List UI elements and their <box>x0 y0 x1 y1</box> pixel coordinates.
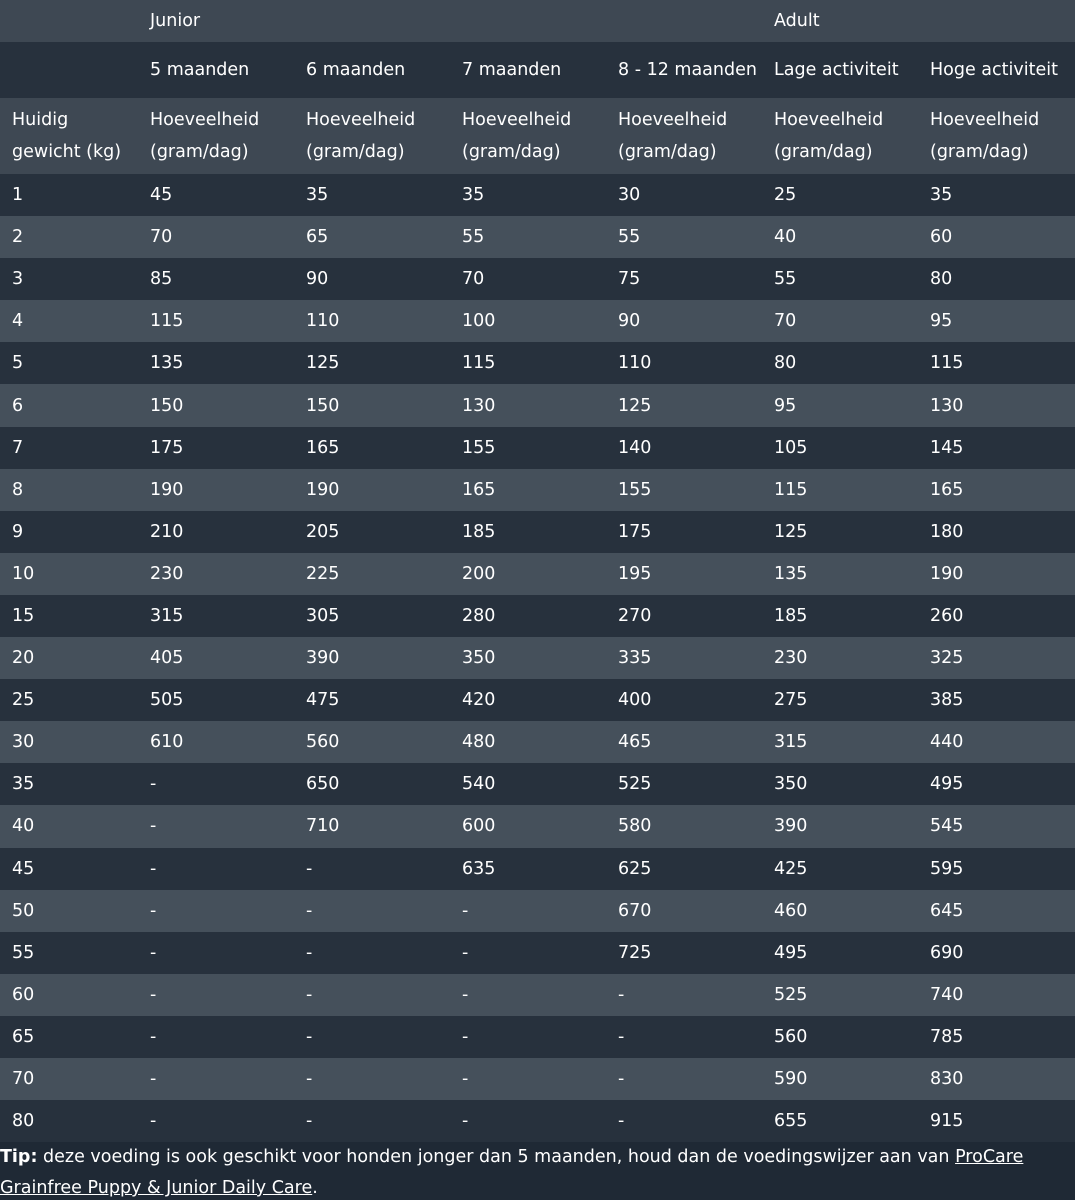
age-header-cell: Hoge activiteit <box>930 60 1058 80</box>
amount-cell: 200 <box>462 563 496 584</box>
product-link[interactable]: ProCare Grainfree Puppy & Junior Daily Care <box>0 1147 1024 1198</box>
amount-cell: 110 <box>618 353 652 374</box>
amount-cell: - <box>150 900 157 921</box>
amount-cell: 260 <box>930 605 964 626</box>
amount-cell: 155 <box>462 437 496 458</box>
amount-header-cell: Hoeveelheid (gram/dag) <box>462 110 572 162</box>
amount-cell: 115 <box>774 479 808 500</box>
table-row <box>0 1100 1075 1142</box>
amount-cell: 85 <box>150 269 173 290</box>
amount-cell: 560 <box>774 1026 808 1047</box>
weight-cell: 2 <box>12 227 24 248</box>
amount-cell: 135 <box>774 563 808 584</box>
amount-cell: - <box>462 1069 469 1090</box>
amount-cell: 335 <box>618 648 652 669</box>
table-row <box>0 258 1075 300</box>
group-header-cell <box>294 0 450 42</box>
amount-cell: 650 <box>306 774 340 795</box>
amount-cell: - <box>306 1111 313 1132</box>
age-header-cell: 6 maanden <box>306 60 406 80</box>
amount-cell: - <box>306 1069 313 1090</box>
amount-cell: 95 <box>774 395 797 416</box>
amount-cell: - <box>462 984 469 1005</box>
amount-cell: - <box>462 1111 469 1132</box>
amount-cell: 625 <box>618 858 652 879</box>
amount-cell: 505 <box>150 690 184 711</box>
amount-cell: 185 <box>774 605 808 626</box>
weight-cell: 50 <box>12 900 35 921</box>
amount-cell: 915 <box>930 1111 964 1132</box>
table-row <box>0 342 1075 384</box>
weight-cell: 4 <box>12 311 24 332</box>
group-header-adult: Adult <box>774 11 820 31</box>
amount-cell: 115 <box>930 353 964 374</box>
table-row <box>0 890 1075 932</box>
tip-suffix: . <box>312 1178 318 1198</box>
table-row <box>0 848 1075 890</box>
amount-cell: - <box>618 1069 625 1090</box>
weight-cell: 45 <box>12 858 35 879</box>
amount-cell: 210 <box>150 521 184 542</box>
amount-cell: 595 <box>930 858 964 879</box>
amount-cell: 55 <box>618 227 641 248</box>
weight-cell: 70 <box>12 1069 35 1090</box>
amount-cell: 785 <box>930 1026 964 1047</box>
amount-cell: 55 <box>462 227 485 248</box>
amount-cell: 60 <box>930 227 953 248</box>
amount-cell: 175 <box>150 437 184 458</box>
amount-cell: 460 <box>774 900 808 921</box>
weight-cell: 80 <box>12 1111 35 1132</box>
table-row <box>0 1016 1075 1058</box>
table-row <box>0 679 1075 721</box>
tip-text: deze voeding is ook geschikt voor honden jonger dan 5 maanden, houd dan de voedingswijzer aan van <box>37 1147 956 1167</box>
amount-cell: 465 <box>618 732 652 753</box>
amount-cell: 70 <box>150 227 173 248</box>
amount-cell: 525 <box>618 774 652 795</box>
amount-cell: 150 <box>150 395 184 416</box>
amount-cell: - <box>618 984 625 1005</box>
group-header-cell <box>450 0 606 42</box>
weight-cell: 1 <box>12 185 24 206</box>
amount-cell: - <box>306 942 313 963</box>
amount-cell: 150 <box>306 395 340 416</box>
amount-cell: 425 <box>774 858 808 879</box>
table-row <box>0 300 1075 342</box>
table-row <box>0 595 1075 637</box>
amount-cell: 130 <box>930 395 964 416</box>
amount-cell: 580 <box>618 816 652 837</box>
amount-cell: 480 <box>462 732 496 753</box>
weight-cell: 60 <box>12 984 35 1005</box>
amount-cell: 110 <box>306 311 340 332</box>
amount-cell: 645 <box>930 900 964 921</box>
amount-cell: 475 <box>306 690 340 711</box>
amount-header-cell: Hoeveelheid (gram/dag) <box>930 110 1040 162</box>
amount-cell: - <box>618 1026 625 1047</box>
amount-cell: 740 <box>930 984 964 1005</box>
amount-cell: - <box>150 984 157 1005</box>
amount-cell: 115 <box>150 311 184 332</box>
amount-cell: 280 <box>462 605 496 626</box>
weight-cell: 15 <box>12 605 35 626</box>
amount-cell: 165 <box>930 479 964 500</box>
amount-header-cell: Hoeveelheid (gram/dag) <box>306 110 416 162</box>
weight-cell: 55 <box>12 942 35 963</box>
weight-header-cell: Huidig gewicht (kg) <box>12 110 122 162</box>
table-row <box>0 511 1075 553</box>
age-header-cell: 5 maanden <box>150 60 250 80</box>
amount-cell: - <box>618 1111 625 1132</box>
weight-cell: 3 <box>12 269 24 290</box>
amount-cell: 655 <box>774 1111 808 1132</box>
amount-cell: 350 <box>774 774 808 795</box>
weight-cell: 40 <box>12 816 35 837</box>
amount-cell: 610 <box>150 732 184 753</box>
amount-cell: - <box>306 984 313 1005</box>
table-row <box>0 427 1075 469</box>
amount-cell: 175 <box>618 521 652 542</box>
amount-cell: 80 <box>774 353 797 374</box>
amount-cell: 190 <box>306 479 340 500</box>
amount-cell: 690 <box>930 942 964 963</box>
amount-cell: 350 <box>462 648 496 669</box>
amount-cell: 600 <box>462 816 496 837</box>
amount-cell: - <box>150 774 157 795</box>
amount-cell: - <box>150 816 157 837</box>
age-header-cell: 8 - 12 maanden <box>618 60 757 80</box>
amount-header-cell: Hoeveelheid (gram/dag) <box>618 110 728 162</box>
amount-cell: 140 <box>618 437 652 458</box>
weight-cell: 8 <box>12 479 24 500</box>
amount-cell: 75 <box>618 269 641 290</box>
amount-cell: 440 <box>930 732 964 753</box>
amount-cell: 45 <box>150 185 173 206</box>
amount-cell: 315 <box>774 732 808 753</box>
group-header-cell <box>0 0 138 42</box>
amount-cell: 125 <box>774 521 808 542</box>
amount-cell: 180 <box>930 521 964 542</box>
amount-cell: 190 <box>150 479 184 500</box>
tip-paragraph <box>0 1142 1070 1200</box>
amount-cell: 70 <box>774 311 797 332</box>
amount-cell: 130 <box>462 395 496 416</box>
amount-cell: - <box>150 942 157 963</box>
amount-cell: - <box>462 900 469 921</box>
table-row <box>0 384 1075 426</box>
table-row <box>0 1058 1075 1100</box>
weight-cell: 20 <box>12 648 35 669</box>
amount-cell: 405 <box>150 648 184 669</box>
weight-cell: 35 <box>12 774 35 795</box>
group-header-junior: Junior <box>150 11 201 31</box>
amount-cell: 390 <box>774 816 808 837</box>
amount-cell: - <box>150 1069 157 1090</box>
group-header-row <box>0 0 1075 42</box>
table-row <box>0 805 1075 847</box>
amount-cell: 190 <box>930 563 964 584</box>
weight-cell: 5 <box>12 353 24 374</box>
amount-cell: 95 <box>930 311 953 332</box>
weight-cell: 65 <box>12 1026 35 1047</box>
amount-cell: 315 <box>150 605 184 626</box>
table-row <box>0 469 1075 511</box>
amount-cell: 70 <box>462 269 485 290</box>
weight-cell: 10 <box>12 563 35 584</box>
amount-cell: 125 <box>618 395 652 416</box>
amount-cell: 385 <box>930 690 964 711</box>
amount-cell: 635 <box>462 858 496 879</box>
table-row <box>0 974 1075 1016</box>
amount-cell: - <box>462 942 469 963</box>
amount-cell: 65 <box>306 227 329 248</box>
amount-cell: 225 <box>306 563 340 584</box>
table-row <box>0 763 1075 805</box>
amount-cell: 100 <box>462 311 496 332</box>
amount-cell: 830 <box>930 1069 964 1090</box>
amount-cell: 195 <box>618 563 652 584</box>
amount-cell: - <box>150 1111 157 1132</box>
amount-cell: - <box>150 858 157 879</box>
amount-cell: 165 <box>306 437 340 458</box>
amount-cell: 275 <box>774 690 808 711</box>
table-row <box>0 553 1075 595</box>
table-row <box>0 637 1075 679</box>
amount-cell: 390 <box>306 648 340 669</box>
amount-cell: 540 <box>462 774 496 795</box>
age-header-row <box>0 42 1075 98</box>
weight-cell: 25 <box>12 690 35 711</box>
amount-cell: 25 <box>774 185 797 206</box>
amount-cell: 270 <box>618 605 652 626</box>
amount-header-cell: Hoeveelheid (gram/dag) <box>774 110 884 162</box>
amount-cell: 80 <box>930 269 953 290</box>
amount-cell: 35 <box>462 185 485 206</box>
unit-header-row <box>0 98 1075 174</box>
age-header-cell: Lage activiteit <box>774 60 899 80</box>
table-row <box>0 174 1075 216</box>
amount-cell: 710 <box>306 816 340 837</box>
weight-cell: 7 <box>12 437 24 458</box>
age-header-cell: 7 maanden <box>462 60 562 80</box>
amount-cell: 670 <box>618 900 652 921</box>
amount-cell: 205 <box>306 521 340 542</box>
weight-cell: 30 <box>12 732 35 753</box>
amount-cell: 590 <box>774 1069 808 1090</box>
group-header-cell <box>606 0 762 42</box>
tip-label: Tip: <box>0 1147 38 1167</box>
amount-cell: 185 <box>462 521 496 542</box>
group-header-cell <box>918 0 1075 42</box>
amount-cell: 400 <box>618 690 652 711</box>
age-header-cell <box>0 42 138 98</box>
amount-cell: 305 <box>306 605 340 626</box>
amount-cell: 545 <box>930 816 964 837</box>
amount-cell: 90 <box>618 311 641 332</box>
amount-cell: 495 <box>774 942 808 963</box>
amount-cell: - <box>462 1026 469 1047</box>
amount-cell: 155 <box>618 479 652 500</box>
amount-cell: 90 <box>306 269 329 290</box>
amount-header-cell: Hoeveelheid (gram/dag) <box>150 110 260 162</box>
amount-cell: 115 <box>462 353 496 374</box>
amount-cell: 420 <box>462 690 496 711</box>
amount-cell: 325 <box>930 648 964 669</box>
amount-cell: 125 <box>306 353 340 374</box>
amount-cell: - <box>150 1026 157 1047</box>
table-row <box>0 721 1075 763</box>
weight-cell: 6 <box>12 395 24 416</box>
amount-cell: 230 <box>774 648 808 669</box>
amount-cell: 40 <box>774 227 797 248</box>
amount-cell: 55 <box>774 269 797 290</box>
weight-cell: 9 <box>12 521 24 542</box>
amount-cell: 525 <box>774 984 808 1005</box>
amount-cell: 230 <box>150 563 184 584</box>
amount-cell: 35 <box>306 185 329 206</box>
amount-cell: 105 <box>774 437 808 458</box>
amount-cell: 135 <box>150 353 184 374</box>
amount-cell: 495 <box>930 774 964 795</box>
table-body <box>0 174 1075 1142</box>
amount-cell: 725 <box>618 942 652 963</box>
amount-cell: 145 <box>930 437 964 458</box>
amount-cell: 560 <box>306 732 340 753</box>
amount-cell: 165 <box>462 479 496 500</box>
amount-cell: - <box>306 900 313 921</box>
table-row <box>0 932 1075 974</box>
amount-cell: - <box>306 858 313 879</box>
amount-cell: - <box>306 1026 313 1047</box>
amount-cell: 30 <box>618 185 641 206</box>
table-row <box>0 216 1075 258</box>
amount-cell: 35 <box>930 185 953 206</box>
